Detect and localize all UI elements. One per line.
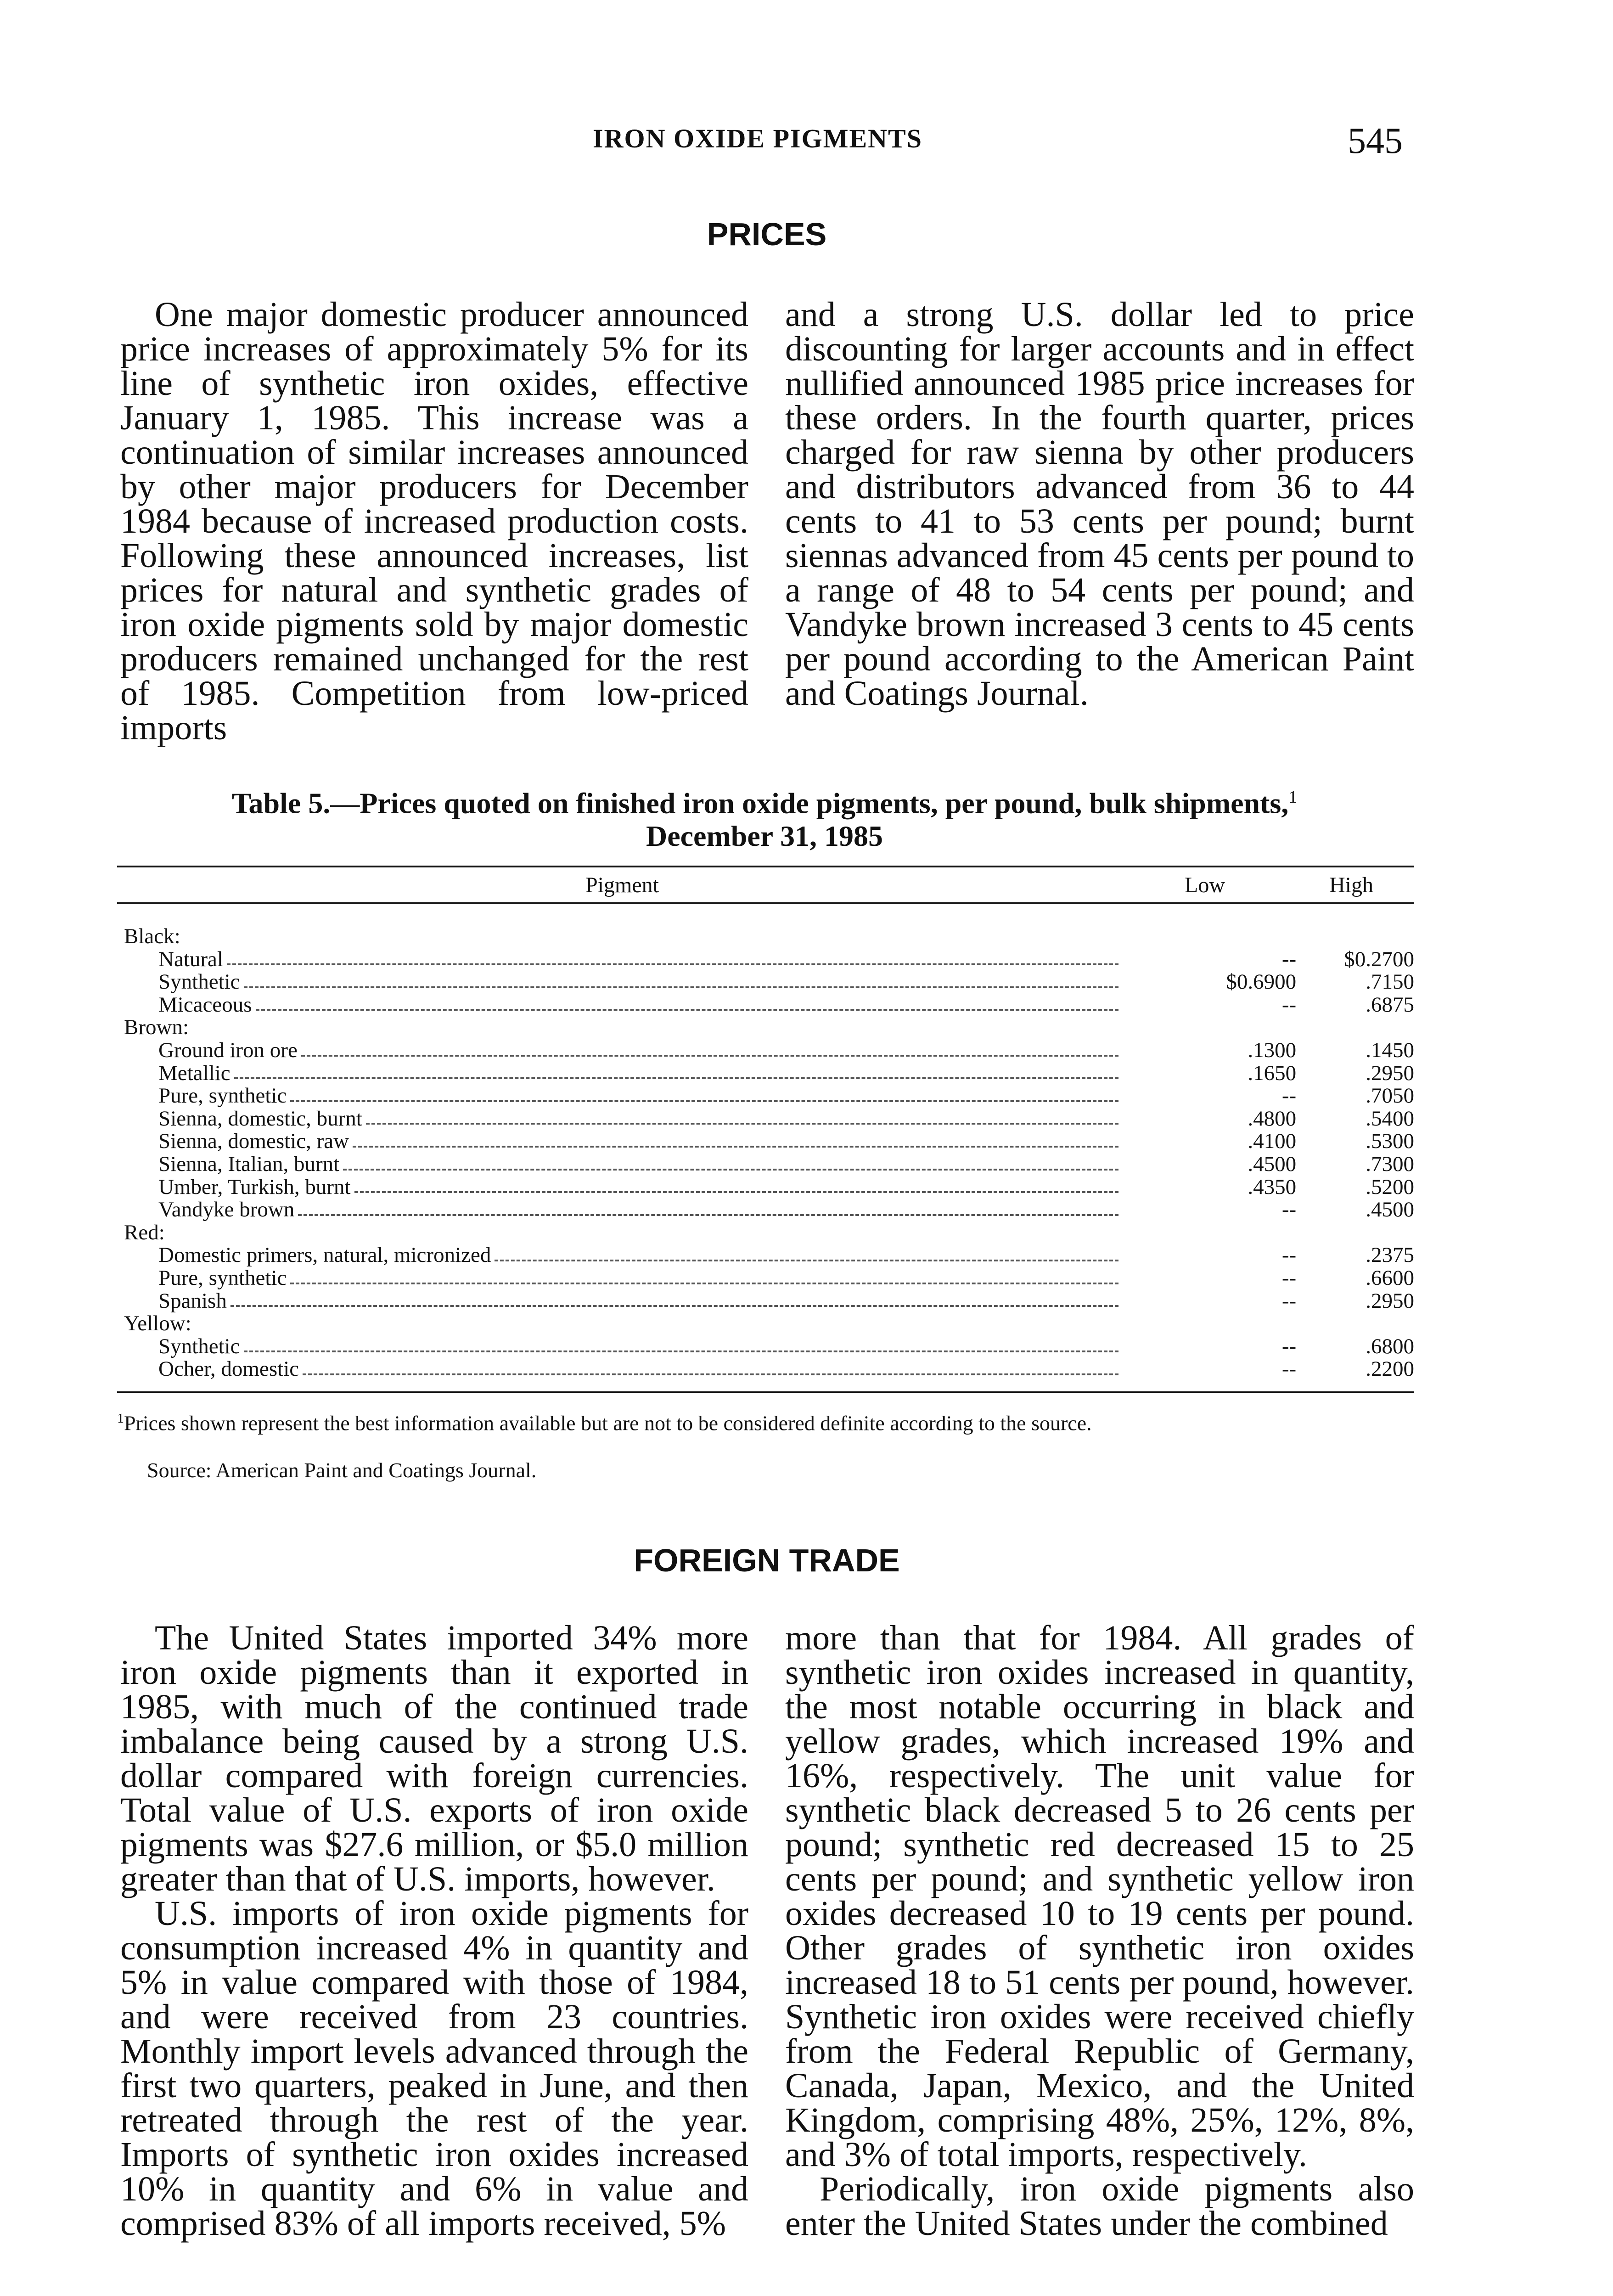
- table-body: [117, 925, 1414, 1381]
- low-price-cell: .4500: [1248, 1152, 1297, 1176]
- pigment-cell: [117, 1335, 1123, 1358]
- dot-leader: [366, 1108, 1118, 1125]
- low-price-cell: --: [1281, 1266, 1297, 1290]
- pigment-cell: [117, 1016, 1115, 1039]
- footnote-text: Prices shown represent the best information available but are not to be considered definite according to the source.: [124, 1411, 1092, 1435]
- low-price-cell: --: [1281, 1084, 1297, 1108]
- low-price-cell: .4100: [1248, 1129, 1297, 1154]
- pigment-cell: [117, 1312, 1115, 1335]
- prices-heading: PRICES: [707, 216, 827, 252]
- prices-left-column: [120, 295, 748, 747]
- pigment-cell: [117, 1039, 1123, 1062]
- high-price-cell: .5400: [1366, 1106, 1414, 1131]
- low-price-cell: .1300: [1248, 1038, 1297, 1062]
- pigment-cell: [117, 1130, 1123, 1153]
- pigment-label: Vandyke brown: [158, 1199, 295, 1221]
- foreign-trade-left-paragraph-1: The United States imported 34% more iron oxide pigments than it exported in 1985, with much of the continued trade imbalance being caused by a strong U.S. dollar compared with foreign currencies. Total value of U.S. exports of iron oxide pigments was $27.6 million, or $5.0 million greater than that of U.S. imports, however.: [120, 1619, 748, 1898]
- pigment-cell: [117, 1176, 1123, 1199]
- pigment-cell: [117, 948, 1123, 971]
- high-price-cell: $0.2700: [1344, 947, 1414, 971]
- pigment-label: Red:: [124, 1221, 165, 1244]
- prices-right-column: [785, 295, 1414, 713]
- high-price-cell: .6875: [1366, 992, 1414, 1017]
- table-row: [117, 1335, 1414, 1358]
- dot-leader: [169, 1221, 1111, 1239]
- table-category-row: [117, 1221, 1414, 1244]
- high-price-cell: .2950: [1366, 1061, 1414, 1085]
- low-price-cell: --: [1281, 1334, 1297, 1358]
- pigment-label: Umber, Turkish, burnt: [158, 1176, 351, 1199]
- dot-leader: [301, 1039, 1118, 1057]
- pigment-label: Synthetic: [158, 1335, 240, 1358]
- high-price-cell: .6800: [1366, 1334, 1414, 1358]
- pigment-label: Yellow:: [124, 1312, 191, 1335]
- high-price-cell: .7150: [1366, 970, 1414, 994]
- high-price-cell: .2950: [1366, 1289, 1414, 1313]
- pigment-label: Ground iron ore: [158, 1039, 298, 1062]
- prices-right-paragraph: and a strong U.S. dollar led to price discounting for larger accounts and in effect nullified announced 1985 price increases for these orders. In the fourth quarter, prices charged for raw sienna by other producers and distributors advanced from 36 to 44 cents to 41 to 53 cents per pound; burnt siennas advanced from 45 cents per pound to a range of 48 to 54 cents per pound; and Vandyke brown increased 3 cents to 45 cents per pound according to the American Paint and Coatings Journal.: [785, 295, 1414, 713]
- dot-leader: [353, 1130, 1118, 1148]
- foreign-trade-left-paragraph-2: U.S. imports of iron oxide pigments for consumption increased 4% in quantity and 5% in value compared with those of 1984, and were received from 23 countries. Monthly import levels advanced through the first two quarters, peaked in June, and then retreated through the rest of the year. Imports of synthetic iron oxides increased 10% in quantity and 6% in value and comprised 83% of all imports received, 5%: [120, 1894, 748, 2243]
- table-row: [117, 1130, 1414, 1153]
- table-category-row: [117, 1312, 1414, 1335]
- pigment-label: Brown:: [124, 1016, 189, 1039]
- table-row: [117, 1290, 1414, 1313]
- table-row: [117, 1085, 1414, 1108]
- table-row: [117, 1199, 1414, 1221]
- dot-leader: [184, 925, 1111, 943]
- pigment-cell: [117, 1062, 1123, 1085]
- low-price-cell: --: [1281, 1357, 1297, 1381]
- dot-leader: [227, 948, 1118, 966]
- low-price-cell: .4350: [1248, 1175, 1297, 1199]
- high-price-cell: .5200: [1366, 1175, 1414, 1199]
- pigment-cell: [117, 925, 1115, 948]
- table-row: [117, 1108, 1414, 1131]
- running-title: IRON OXIDE PIGMENTS: [593, 124, 922, 153]
- dot-leader: [343, 1153, 1118, 1171]
- low-price-cell: $0.6900: [1226, 970, 1297, 994]
- dot-leader: [256, 994, 1118, 1011]
- pigment-cell: [117, 994, 1123, 1017]
- pigment-cell: [117, 971, 1123, 994]
- high-price-cell: .7050: [1366, 1084, 1414, 1108]
- foreign-trade-right-paragraph-2: Periodically, iron oxide pigments also enter the United States under the combined: [785, 2170, 1414, 2243]
- high-price-cell: .4500: [1366, 1198, 1414, 1222]
- low-price-cell: .4800: [1248, 1106, 1297, 1131]
- pigment-cell: [117, 1085, 1123, 1108]
- dot-leader: [303, 1358, 1118, 1375]
- table-row: [117, 1244, 1414, 1267]
- pigment-cell: [117, 1267, 1123, 1290]
- pigment-label: Micaceous: [158, 993, 252, 1017]
- table-row: [117, 1153, 1414, 1176]
- high-price-cell: .2200: [1366, 1357, 1414, 1381]
- table-row: [117, 971, 1414, 994]
- table-row: [117, 1176, 1414, 1199]
- foreign-trade-right-column: [785, 1621, 1414, 2241]
- dot-leader: [195, 1312, 1111, 1330]
- prices-left-paragraph: One major domestic producer announced price increases of approximately 5% for its line of synthetic iron oxides, effective January 1, 1985. This increase was a continuation of similar increases announced by other major producers for December 1984 because of increased production costs. Following these announced increases, list prices for natural and synthetic grades of iron oxide pigments sold by major domestic producers remained unchanged for the rest of 1985. Competition from low-priced imports: [120, 295, 748, 747]
- pigment-cell: [117, 1199, 1123, 1221]
- pigment-cell: [117, 1358, 1123, 1381]
- pigment-label: Sienna, domestic, raw: [158, 1130, 349, 1153]
- dot-leader: [244, 971, 1118, 988]
- table-header-rule: [117, 902, 1414, 904]
- pigment-cell: [117, 1153, 1123, 1176]
- dot-leader: [290, 1267, 1118, 1284]
- pigment-label: Sienna, domestic, burnt: [158, 1107, 362, 1131]
- pigment-label: Spanish: [158, 1289, 227, 1313]
- high-price-cell: .6600: [1366, 1266, 1414, 1290]
- pigment-cell: [117, 1108, 1123, 1131]
- pigment-label: Ocher, domestic: [158, 1358, 299, 1381]
- low-price-cell: --: [1281, 1289, 1297, 1313]
- high-price-cell: .5300: [1366, 1129, 1414, 1154]
- pigment-label: Natural: [158, 948, 223, 971]
- low-price-cell: --: [1281, 1198, 1297, 1222]
- dot-leader: [244, 1335, 1118, 1353]
- pigment-label: Black:: [124, 925, 180, 948]
- low-price-cell: .1650: [1248, 1061, 1297, 1085]
- table-row: [117, 1062, 1414, 1085]
- table-title-footnote-mark: 1: [1288, 788, 1298, 807]
- foreign-trade-left-column: [120, 1621, 748, 2241]
- footnote-mark: 1: [117, 1411, 124, 1426]
- column-header-low: Low: [1185, 873, 1225, 897]
- table-row: [117, 1267, 1414, 1290]
- page-number: 545: [1348, 121, 1403, 161]
- table-category-row: [117, 1016, 1414, 1039]
- pigment-label: Metallic: [158, 1062, 230, 1085]
- low-price-cell: --: [1281, 1243, 1297, 1267]
- pigment-cell: [117, 1244, 1123, 1267]
- table-row: [117, 1358, 1414, 1381]
- low-price-cell: --: [1281, 947, 1297, 971]
- dot-leader: [354, 1176, 1118, 1193]
- pigment-label: Pure, synthetic: [158, 1085, 287, 1108]
- table-title-line2: December 31, 1985: [646, 820, 883, 853]
- dot-leader: [230, 1290, 1118, 1307]
- dot-leader: [192, 1016, 1110, 1034]
- high-price-cell: .2375: [1366, 1243, 1414, 1267]
- pigment-label: Domestic primers, natural, micronized: [158, 1244, 491, 1267]
- pigment-label: Synthetic: [158, 971, 240, 994]
- table-row: [117, 1039, 1414, 1062]
- pigment-label: Sienna, Italian, burnt: [158, 1153, 340, 1176]
- pigment-cell: [117, 1290, 1123, 1313]
- table-bottom-rule: [117, 1391, 1414, 1393]
- dot-leader: [298, 1199, 1118, 1216]
- high-price-cell: .1450: [1366, 1038, 1414, 1062]
- low-price-cell: --: [1281, 992, 1297, 1017]
- dot-leader: [234, 1062, 1118, 1080]
- pigment-label: Pure, synthetic: [158, 1266, 287, 1290]
- table-category-row: [117, 925, 1414, 948]
- column-header-pigment: Pigment: [585, 873, 659, 897]
- table-top-rule: [117, 866, 1414, 867]
- high-price-cell: .7300: [1366, 1152, 1414, 1176]
- dot-leader: [290, 1085, 1118, 1102]
- pigment-cell: [117, 1221, 1115, 1244]
- table-row: [117, 948, 1414, 971]
- column-header-high: High: [1329, 873, 1373, 897]
- table-row: [117, 994, 1414, 1017]
- table-footnote: [117, 1411, 1412, 1435]
- table-source: Source: American Paint and Coatings Journal.: [147, 1458, 537, 1482]
- dot-leader: [495, 1244, 1118, 1261]
- table-title: [115, 781, 1414, 853]
- foreign-trade-heading: FOREIGN TRADE: [634, 1542, 900, 1578]
- foreign-trade-right-paragraph-1: more than that for 1984. All grades of synthetic iron oxides increased in quantity, the most notable occurring in black and yellow grades, which increased 19% and 16%, respectively. The unit value for synthetic black decreased 5 to 26 cents per pound; synthetic red decreased 15 to 25 cents per pound; and synthetic yellow iron oxides decreased 10 to 19 cents per pound. Other grades of synthetic iron oxides increased 18 to 51 cents per pound, however. Synthetic iron oxides were received chiefly from the Federal Republic of Germany, Canada, Japan, Mexico, and the United Kingdom, comprising 48%, 25%, 12%, 8%, and 3% of total imports, respectively.: [785, 1619, 1414, 2174]
- table-title-line1: Table 5.—Prices quoted on finished iron oxide pigments, per pound, bulk shipments,: [231, 787, 1289, 820]
